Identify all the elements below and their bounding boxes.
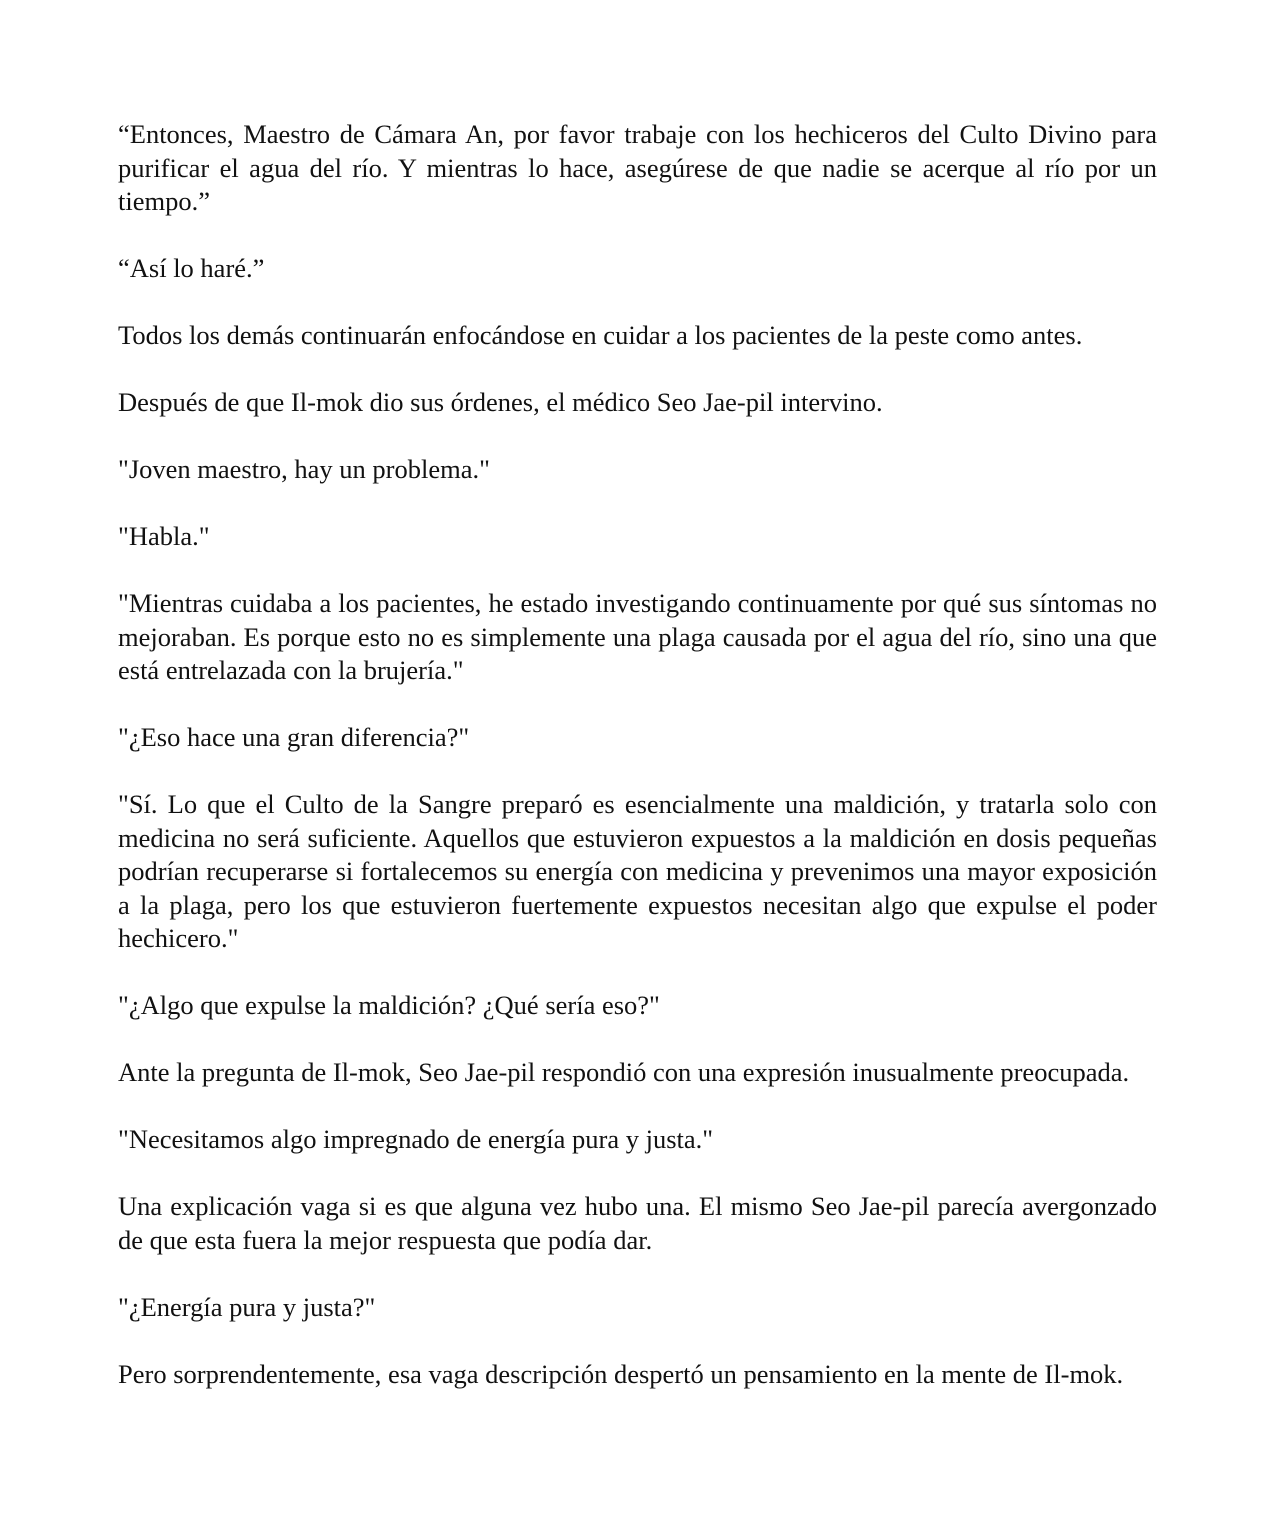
paragraph-3: Todos los demás continuarán enfocándose en cuidar a los pacientes de la peste como antes. — [118, 320, 1083, 350]
paragraph-13: Una explicación vaga si es que alguna vez hubo una. El mismo Seo Jae-pil parecía avergonzado de que esta fuera la mejor respuesta que podía dar. — [118, 1191, 1157, 1255]
paragraph-7: "Mientras cuidaba a los pacientes, he estado investigando continuamente por qué sus síntomas no mejoraban. Es porque esto no es simplemente una plaga causada por el agua del río, sino una que está entrelazada con la brujería." — [118, 588, 1157, 685]
paragraph-10: "¿Algo que expulse la maldición? ¿Qué sería eso?" — [118, 990, 660, 1020]
paragraph-5: "Joven maestro, hay un problema." — [118, 454, 490, 484]
paragraph-6: "Habla." — [118, 521, 210, 551]
paragraph-14: "¿Energía pura y justa?" — [118, 1291, 376, 1322]
document-page — [118, 118, 1157, 1391]
paragraph-4: Después de que Il-mok dio sus órdenes, el médico Seo Jae-pil intervino. — [118, 387, 883, 417]
paragraph-12: "Necesitamos algo impregnado de energía pura y justa." — [118, 1124, 714, 1154]
paragraph-11: Ante la pregunta de Il-mok, Seo Jae-pil respondió con una expresión inusualmente preocupada. — [118, 1057, 1130, 1087]
paragraph-2: “Así lo haré.” — [118, 253, 265, 283]
paragraph-9: "Sí. Lo que el Culto de la Sangre preparó es esencialmente una maldición, y tratarla solo con medicina no será suficiente. Aquellos que estuvieron expuestos a la maldición en dosis pequeñas podrían recuperarse si fortalecemos su energía con medicina y prevenimos una mayor exposición a la plaga, pero los que estuvieron fuertemente expuestos necesitan algo que expulse el poder hechicero." — [118, 789, 1157, 953]
paragraph-8: "¿Eso hace una gran diferencia?" — [118, 722, 470, 752]
paragraph-1: “Entonces, Maestro de Cámara An, por favor trabaje con los hechiceros del Culto Divino para purificar el agua del río. Y mientras lo hace, asegúrese de que nadie se acerque al río por un tiempo.” — [118, 119, 1157, 216]
paragraph-15: Pero sorprendentemente, esa vaga descripción despertó un pensamiento en la mente de Il-mok. — [118, 1358, 1124, 1389]
